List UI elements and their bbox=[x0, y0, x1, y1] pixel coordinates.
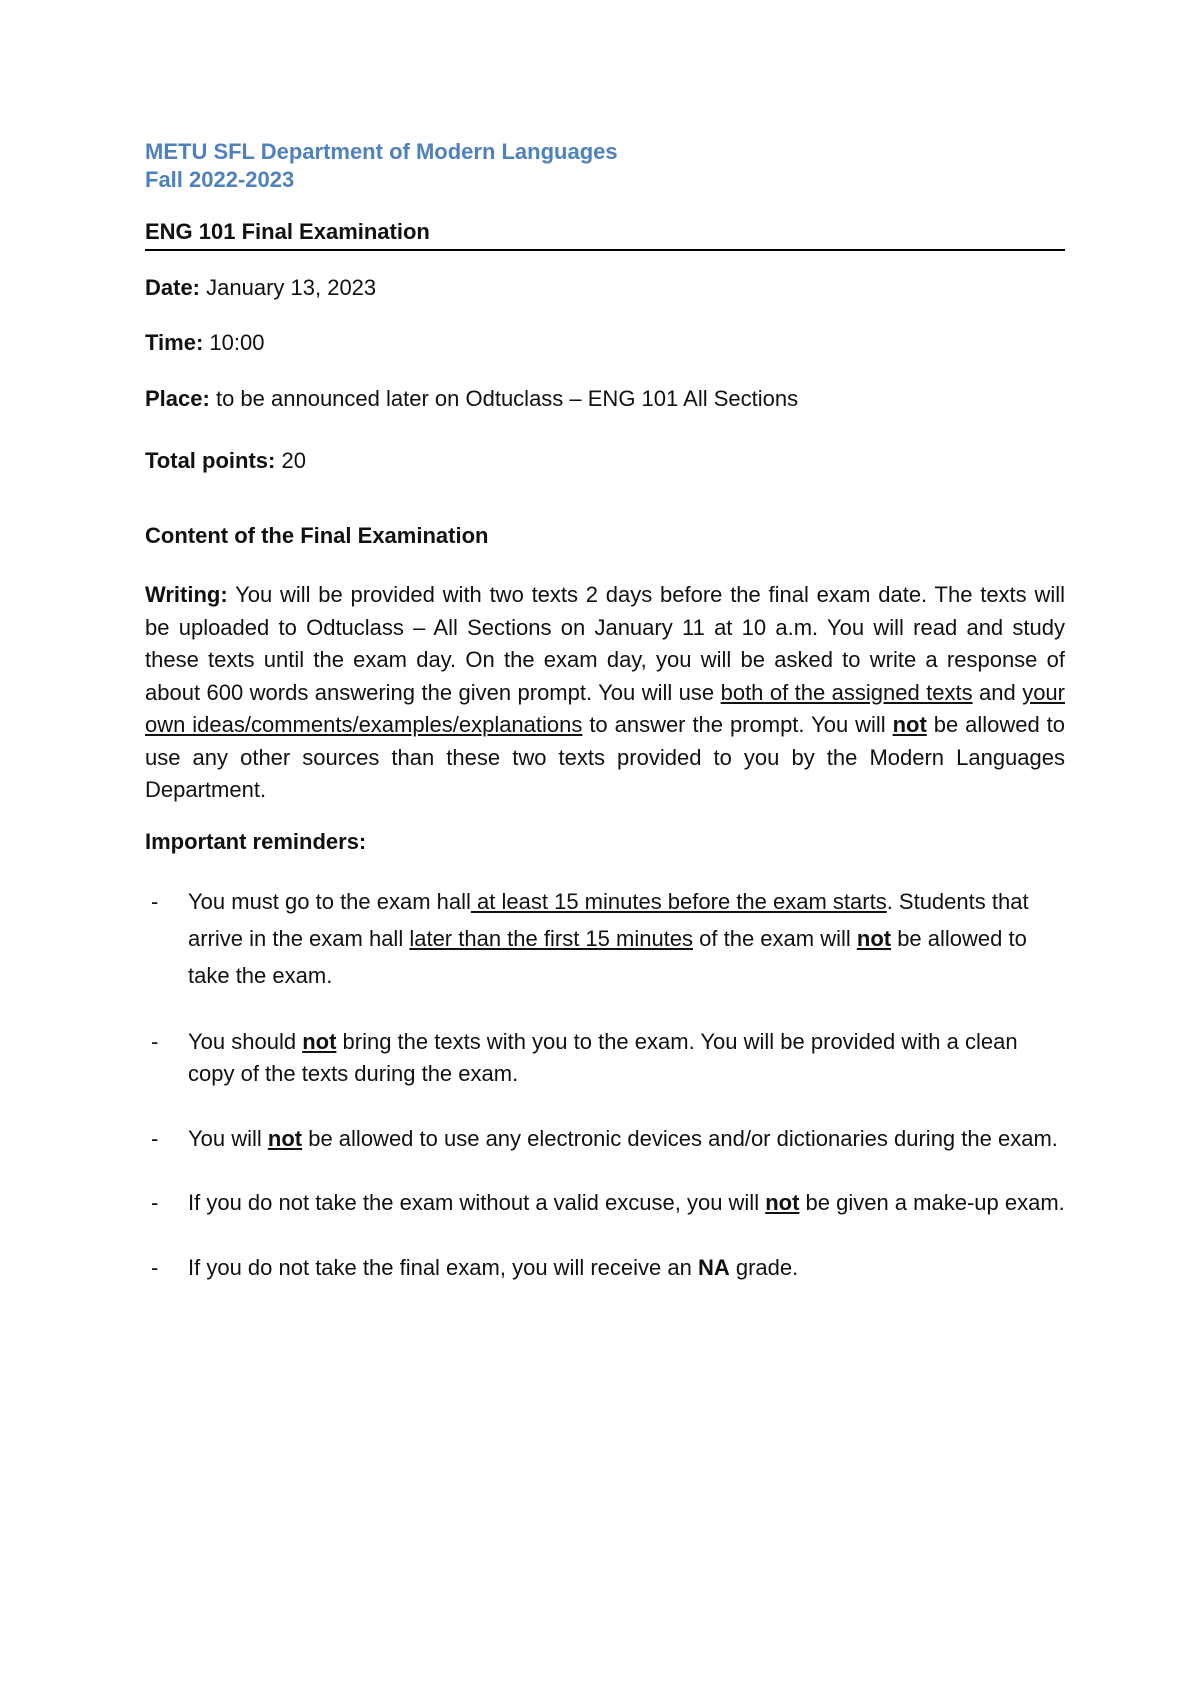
term-label: Fall 2022-2023 bbox=[145, 167, 295, 192]
writing-label: Writing: bbox=[145, 582, 228, 607]
document-page bbox=[145, 138, 1065, 1316]
reminder-text: be allowed to take the exam. bbox=[188, 925, 1027, 988]
not-emphasis: not bbox=[765, 1190, 800, 1215]
reminder-text: . Students that arrive in the exam hall bbox=[188, 888, 1029, 951]
reminder-text: grade. bbox=[729, 1254, 799, 1280]
dash-bullet: - bbox=[151, 1190, 159, 1215]
date-value: January 13, 2023 bbox=[206, 275, 377, 300]
list-item bbox=[145, 1252, 1065, 1285]
department-name: METU SFL Department of Modern Languages bbox=[145, 139, 618, 164]
writing-text-4: be allowed to use any other sources than these two texts provided to you by the Modern Languages Department. bbox=[145, 712, 1066, 802]
reminder-text: If you do not take the exam without a valid excuse, you will bbox=[188, 1190, 766, 1215]
reminder-text: of the exam will bbox=[693, 925, 857, 951]
date-field bbox=[145, 275, 1065, 301]
reminder-text: bring the texts with you to the exam. You will be provided with a clean copy of the texts during the exam. bbox=[188, 1028, 1018, 1086]
reminder-text: You must go to the exam hall bbox=[188, 888, 471, 914]
list-item bbox=[145, 1187, 1065, 1220]
dash-bullet: - bbox=[151, 1125, 159, 1151]
dash-bullet: - bbox=[151, 1028, 159, 1054]
time-field bbox=[145, 330, 1065, 356]
reminder-text: be allowed to use any electronic devices and/or dictionaries during the exam. bbox=[302, 1125, 1058, 1151]
dash-bullet: - bbox=[151, 888, 159, 914]
reminder-text: You will bbox=[188, 1125, 268, 1151]
points-label: Total points: bbox=[145, 448, 276, 473]
reminder-underline: later than the first 15 minutes bbox=[409, 925, 694, 951]
dash-bullet: - bbox=[151, 1254, 159, 1280]
list-item bbox=[145, 1123, 1065, 1156]
not-emphasis: not bbox=[856, 925, 892, 951]
time-label: Time: bbox=[145, 330, 204, 355]
writing-text-1: You will be provided with two texts 2 days before the final exam date. The texts will be uploaded to Odtuclass – All Sections on January 11 at 10 a.m. You will read and study these texts until the exam day. On the exam day, you will be asked to write a response of about 600 words answering the given prompt. You will use bbox=[145, 582, 1065, 705]
writing-underline-2: your own ideas/comments/examples/explanations bbox=[145, 679, 1065, 737]
content-heading: Content of the Final Examination bbox=[145, 523, 489, 548]
not-emphasis: not bbox=[267, 1125, 303, 1151]
writing-text-2: and bbox=[972, 679, 1023, 705]
points-field bbox=[145, 448, 1065, 474]
reminders-list bbox=[145, 883, 1065, 1285]
place-field bbox=[145, 386, 1065, 412]
date-label: Date: bbox=[145, 275, 201, 300]
writing-paragraph bbox=[145, 579, 1065, 807]
place-value: to be announced later on Odtuclass – ENG 101 All Sections bbox=[215, 386, 799, 411]
points-value: 20 bbox=[281, 448, 306, 473]
place-label: Place: bbox=[145, 386, 210, 411]
reminders-heading: Important reminders: bbox=[145, 828, 367, 854]
not-emphasis: not bbox=[302, 1028, 337, 1054]
reminder-text: If you do not take the final exam, you will receive an bbox=[188, 1254, 698, 1280]
time-value: 10:00 bbox=[209, 330, 265, 355]
reminder-underline: at least 15 minutes before the exam starts bbox=[470, 888, 887, 914]
reminder-text: be given a make-up exam. bbox=[799, 1190, 1065, 1215]
na-grade: NA bbox=[697, 1254, 730, 1280]
exam-title: ENG 101 Final Examination bbox=[145, 219, 1065, 251]
writing-text-3: to answer the prompt. You will bbox=[582, 712, 893, 737]
reminder-text: You should bbox=[188, 1028, 303, 1054]
list-item bbox=[145, 1026, 1065, 1091]
list-item bbox=[145, 883, 1065, 994]
writing-underline-1: both of the assigned texts bbox=[720, 679, 973, 705]
writing-not-emphasis: not bbox=[892, 712, 927, 737]
